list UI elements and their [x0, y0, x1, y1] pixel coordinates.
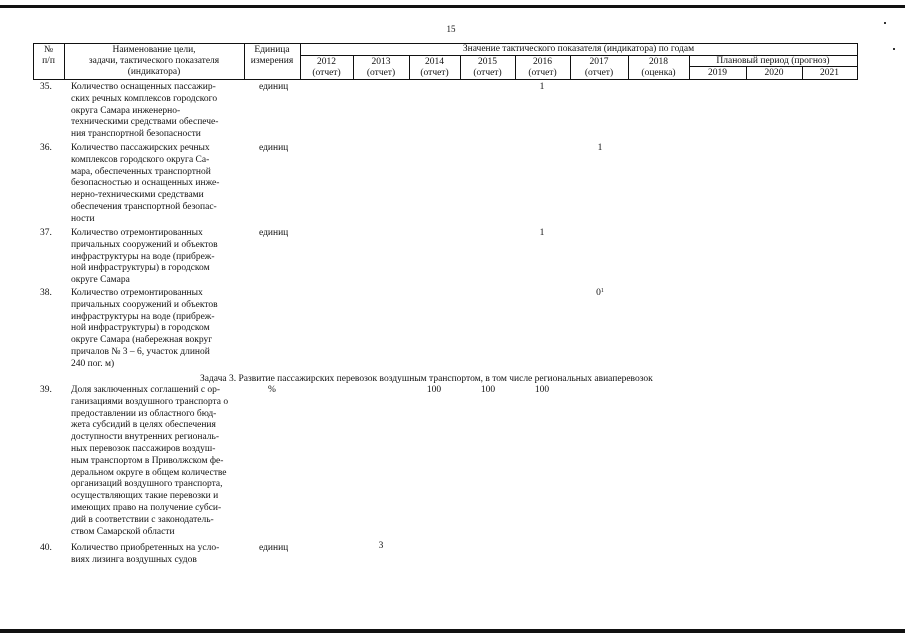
row-description: Доля заключенных соглашений с ор- ганизациями воздушного транспорта о предоставлении из областного бюд- жета субсидий в целях обеспечения доступности внутренних региональ- ных перевозок пассажиров воздуш- ным транспортом в Приволжском фе- деральном округе в общем количестве организаций воздушного транспорта, осуществляющих такие перевозки и имеющих право на получение субси- дий в соответствии с законодатель- ством Самарской области: [71, 385, 229, 537]
header-year-2018: 2018 (оценка): [641, 57, 676, 78]
scan-speck: [893, 48, 895, 50]
value-2016: 1: [539, 228, 545, 238]
header-bottom-rule: [33, 79, 858, 80]
footnote-mark: 1: [600, 288, 604, 294]
row-unit: единиц: [259, 228, 289, 238]
row-number: 40.: [40, 543, 52, 553]
value-2015: 100: [480, 385, 496, 395]
header-unit-label: Единица измерения: [250, 45, 294, 66]
header-plan-year-2021: 2021: [820, 68, 839, 78]
row-description: Количество отремонтированных причальных сооружений и объектов инфраструктуры на воде (прибреж- ной инфраструктуры) в городском округе Самара (набережная вокруг причалов № 3 – 6, участок длиной 240 пог. м): [71, 288, 218, 369]
value-2016: 100: [534, 385, 550, 395]
task-heading: Задача 3. Развитие пассажирских перевозок воздушным транспортом, в том числе региональных авиаперевозок: [200, 374, 653, 384]
value-2017: $0^1$: [596, 288, 604, 298]
row-description: Количество отремонтированных причальных сооружений и объектов инфраструктуры на воде (прибреж- ной инфраструктуры) в городском округе Самара: [71, 228, 218, 286]
row-unit: единиц: [259, 82, 289, 92]
row-description: Количество пассажирских речных комплексов городского округа Са- мара, обеспеченных транспортной безопасностью и оснащенных инже- нерно-техническими средствами обеспечения транспортной безопас- ности: [71, 143, 220, 224]
col-rule: [857, 43, 858, 80]
value-2014: 100: [426, 385, 442, 395]
bottom-border-line: [0, 629, 905, 633]
row-unit: единиц: [259, 143, 289, 153]
row-number: 36.: [40, 143, 52, 153]
row-number: 37.: [40, 228, 52, 238]
row-unit: единиц: [259, 543, 289, 553]
scan-speck: [884, 22, 886, 24]
header-year-2015: 2015 (отчет): [473, 57, 502, 78]
value-2013: 3: [378, 541, 384, 551]
header-year-2012: 2012 (отчет): [312, 57, 341, 78]
header-year-2013: 2013 (отчет): [366, 57, 396, 78]
value-2017: 1: [597, 143, 603, 153]
row-number: 39.: [40, 385, 52, 395]
row-number: 35.: [40, 82, 52, 92]
header-num-label: № п/п: [42, 45, 55, 66]
top-border-line: [0, 5, 905, 8]
header-plan-year-2019: 2019: [708, 68, 727, 78]
row-description: Количество оснащенных пассажир- ских речных комплексов городского округа Самара инженерно- техническими средствами обеспече- ния транспортной безопасности: [71, 82, 219, 140]
header-year-2014: 2014 (отчет): [420, 57, 449, 78]
header-year-2017: 2017 (отчет): [584, 57, 614, 78]
value-2016: 1: [539, 82, 545, 92]
page-number: 15: [446, 24, 456, 34]
header-plan-year-2020: 2020: [764, 68, 784, 78]
header-plan-period: Плановый период (прогноз): [716, 56, 830, 66]
row-unit: %: [268, 385, 276, 395]
header-values-title: Значение тактического показателя (индикатора) по годам: [462, 44, 695, 54]
row-description: Количество приобретенных на усло- виях лизинга воздушных судов: [71, 543, 220, 565]
header-name-label: Наименование цели, задачи, тактического показателя (индикатора): [88, 45, 220, 77]
row-number: 38.: [40, 288, 52, 298]
header-year-2016: 2016 (отчет): [528, 57, 557, 78]
